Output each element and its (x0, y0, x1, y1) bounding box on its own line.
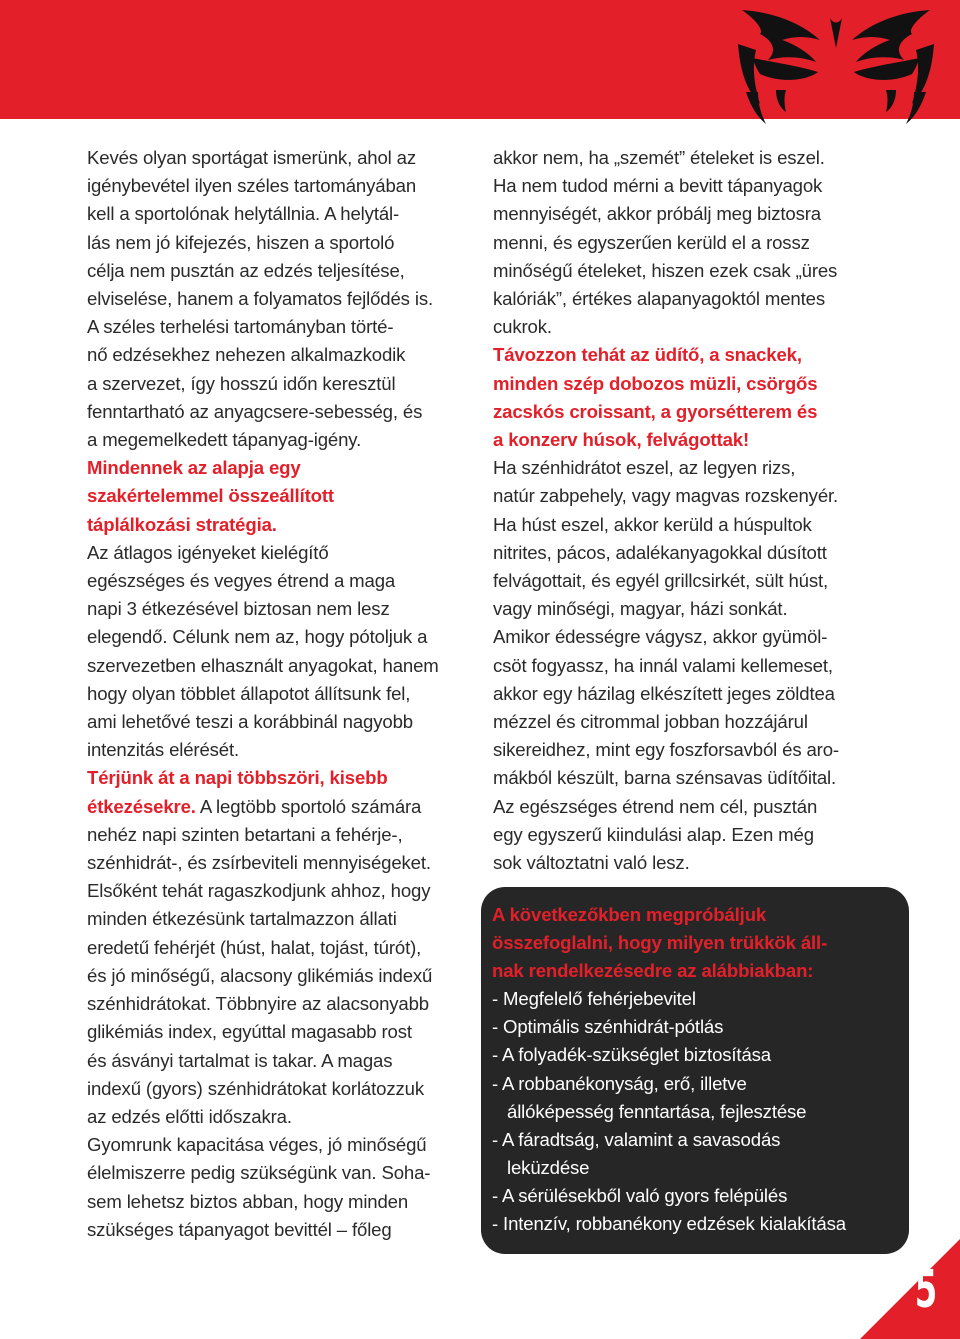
page-corner-triangle (860, 1239, 960, 1339)
food-choices-paragraph: Ha szénhidrátot eszel, az legyen rizs, natúr zabpehely, vagy magvas rozskenyér. Ha húst eszel, akkor kerüld a húspultok nitrites, pácos, adalékanyagokkal dúsított felvágottait, és egyél grillcsirkét, sült húst, vagy minőségi, magyar, házi sonkát. Amikor édességre vágysz, akkor gyümöl- csöt fogyassz, ha innál valami kellemeset, akkor egy házilag elkészített jeges zöldtea mézzel és citrommal jobban hozzájárul sikereidhez, mint egy foszforsavból és aro- mákból készült, barna szénsavas üdítőital. Az egészséges étrend nem cél, pusztán egy egyszerű kiindulási alap. Ezen még sok változtatni való lesz. (493, 457, 839, 874)
average-diet-paragraph: Az átlagos igényeket kielégítő egészséges és vegyes étrend a maga napi 3 étkezésével biztosan nem lesz elegendő. Célunk nem az, hogy pótoljuk a szervezetben elhasznált anyagokat, hanem hogy olyan többlet állapotot állítsunk fel, ami lehetővé teszi a korábbinál nagyobb intenzitás elérését. (87, 541, 439, 761)
summary-list (492, 985, 902, 1238)
highlight-avoid-snacks: Távozzon tehát az üdítő, a snackek, minden szép dobozos müzli, csörgős zacskós croissant, a gyorsétterem és a konzerv húsok, felvágottak! (493, 344, 818, 451)
highlight-nutrition-strategy: Mindennek az alapja egy szakértelemmel összeállított táplálkozási stratégia. (87, 457, 334, 535)
summary-item: - A robbanékonyság, erő, illetve állóképesség fenntartása, fejlesztése (492, 1072, 807, 1122)
summary-heading: A következőkben megpróbáljuk összefoglalni, hogy milyen trükkök áll- nak rendelkezésedre az alábbiakban: (492, 904, 828, 982)
demon-face-logo-icon (712, 0, 960, 132)
right-text-column (493, 144, 893, 877)
summary-item: - Megfelelő fehérjebevitel (492, 988, 696, 1010)
summary-item: - Optimális szénhidrát-pótlás (492, 1016, 724, 1038)
left-text-column (87, 144, 473, 1244)
intro-paragraph: Kevés olyan sportágat ismerünk, ahol az igénybevétel ilyen széles tartományában kell a sportolónak helytállnia. A helytál- lás nem jó kifejezés, hiszen a sportoló célja nem pusztán az edzés teljesítése, elviselése, hanem a folyamatos fejlődés is. A széles terhelési tartományban törté- nő edzésekhez nehezen alkalmazkodik a szervezet, így hosszú időn keresztül fenntartható az anyagcsere-sebesség, és a megemelkedett tápanyag-igény. (87, 147, 433, 451)
junk-food-paragraph: akkor nem, ha „szemét” ételeket is eszel. Ha nem tudod mérni a bevitt tápanyagok mennyiségét, akkor próbálj meg biztosra menni, és egyszerűen kerüld el a rossz minőségű ételeket, hiszen ezek csak „üres kalóriák”, értékes alapanyagoktól mentes cukrok. (493, 147, 838, 338)
summary-item: - A folyadék-szükséglet biztosítása (492, 1044, 771, 1066)
meals-paragraph (87, 764, 473, 1131)
page-number: 5 (914, 1260, 938, 1320)
summary-item: - Intenzív, robbanékony edzések kialakítása (492, 1213, 846, 1235)
summary-item: - A sérülésekből való gyors felépülés (492, 1184, 788, 1206)
highlight-smaller-meals: Térjünk át a napi többszöri, kisebb étkezésekre. (87, 767, 388, 817)
summary-box (481, 887, 909, 1254)
stomach-capacity-paragraph: Gyomrunk kapacitása véges, jó minőségű élelmiszerre pedig szükségünk van. Soha- sem lehetsz biztos abban, hogy minden szükséges tápanyagot bevittél – főleg (87, 1134, 431, 1240)
summary-item: - A fáradtság, valamint a savasodás leküzdése (492, 1128, 781, 1178)
meals-paragraph-text: A legtöbb sportoló számára nehéz napi szinten betartani a fehérje-, szénhidrát-, és zsírbeviteli mennyiségeket. Elsőként tehát ragaszkodjunk ahhoz, hogy minden étkezésünk tartalmazzon állati eredetű fehérjét (húst, halat, tojást, túrót), és jó minőségű, alacsony glikémiás indexű szénhidrátokat. Többnyire az alacsonyabb glikémiás index, egyúttal magasabb rost és ásványi tartalmat is takar. A magas indexű (gyors) szénhidrátokat korlátozzuk az edzés előtti időszakra. (87, 795, 433, 1127)
